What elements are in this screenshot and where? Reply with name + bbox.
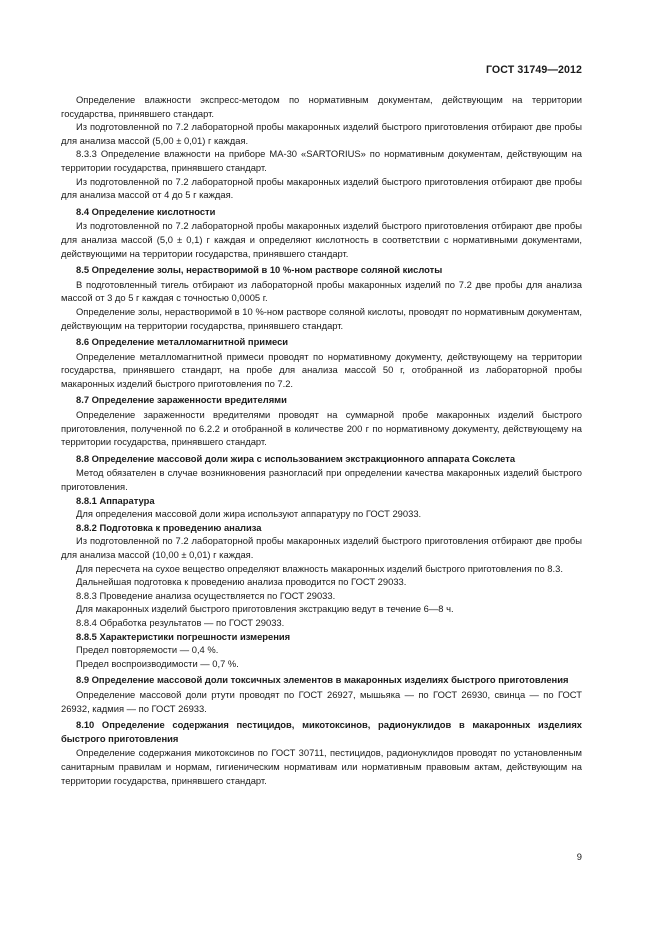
paragraph: Определение золы, нерастворимой в 10 %-ном растворе соляной кислоты, проводят по нормативным документам, действующим на территории государства, принявшего стандарт.	[61, 305, 582, 331]
paragraph: Предел повторяемости — 0,4 %.	[76, 644, 219, 656]
page-number: 9	[576, 851, 582, 862]
document-number: ГОСТ 31749—2012	[485, 64, 582, 76]
paragraph: В подготовленный тигель отбирают из лабораторной пробы макаронных изделий по 7.2 две пробы для анализа массой от 3 до 5 г каждая с точностью 0,0005 г.	[61, 278, 582, 304]
document-body	[61, 93, 582, 787]
paragraph: Определение зараженности вредителями проводят на суммарной пробе макаронных изделий быстрого приготовления, полученной по 6.2.2 и отобранной в количестве 200 г по нормативному документу, действующему на территории государства, принявшего стандарт.	[61, 409, 582, 448]
paragraph: Определение содержания микотоксинов по ГОСТ 30711, пестицидов, радионуклидов проводят по установленным санитарным правилам и нормам, гигиеническим нормативам или нормативным правовым актам, действующим на территории государства, принявшего стандарт.	[61, 747, 582, 786]
paragraph: Из подготовленной по 7.2 лабораторной пробы макаронных изделий быстрого приготовления отбирают две пробы для анализа массой (10,00 ± 0,01) г каждая.	[61, 535, 582, 560]
section-heading-8-6: 8.6 Определение металломагнитной примеси	[76, 336, 289, 348]
paragraph: Из подготовленной по 7.2 лабораторной пробы макаронных изделий быстрого приготовления отбирают две пробы для анализа массой от 4 до 5 г каждая.	[61, 175, 582, 201]
paragraph: Из подготовленной по 7.2 лабораторной пробы макаронных изделий быстрого приготовления отбирают две пробы для анализа массой (5,0 ± 0,1) г каждая и определяют кислотность в соответствии с нормативными документами, действующими на территории государства, принявшего стандарт.	[61, 220, 582, 259]
paragraph: Для макаронных изделий быстрого приготовления экстракцию ведут в течение 6—8 ч.	[76, 603, 454, 615]
paragraph: Для определения массовой доли жира используют аппаратуру по ГОСТ 29033.	[76, 508, 422, 520]
section-heading-8-9: 8.9 Определение массовой доли токсичных элементов в макаронных изделиях быстрого приготовления	[76, 674, 569, 686]
section-heading-8-5: 8.5 Определение золы, нерастворимой в 10 %-ном растворе соляной кислоты	[76, 264, 443, 276]
paragraph: Для пересчета на сухое вещество определяют влажность макаронных изделий быстрого приготовления по 8.3.	[76, 562, 563, 574]
paragraph: 8.8.3 Проведение анализа осуществляется по ГОСТ 29033.	[76, 589, 336, 601]
paragraph: Дальнейшая подготовка к проведению анализа проводится по ГОСТ 29033.	[76, 576, 407, 588]
section-heading-8-8: 8.8 Определение массовой доли жира с использованием экстракционного аппарата Сокслета	[76, 452, 516, 464]
paragraph: Метод обязателен в случае возникновения разногласий при определении качества макаронных изделий быстрого приготовления.	[61, 467, 582, 493]
subsection-heading-8-8-2: 8.8.2 Подготовка к проведению анализа	[76, 521, 262, 533]
paragraph: 8.8.4 Обработка результатов — по ГОСТ 29033.	[76, 616, 285, 628]
paragraph: Из подготовленной по 7.2 лабораторной пробы макаронных изделий быстрого приготовления отбирают две пробы для анализа массой (5,00 ± 0,01) г каждая.	[61, 121, 582, 146]
subsection-heading-8-8-1: 8.8.1 Аппаратура	[76, 494, 155, 506]
section-heading-8-10: 8.10 Определение содержания пестицидов, микотоксинов, радионуклидов в макаронных изделиях быстрого приготовления	[61, 719, 582, 744]
paragraph: Определение влажности экспресс-методом по нормативным документам, действующим на территории государства, принявшего стандарт.	[61, 94, 582, 119]
subsection-heading-8-8-5: 8.8.5 Характеристики погрешности измерения	[76, 630, 291, 642]
paragraph: Предел воспроизводимости — 0,7 %.	[76, 657, 239, 669]
paragraph: Определение металломагнитной примеси проводят по нормативному документу, действующему на территории государства, принявшего стандарт, на пробе для анализа массой 50 г, отобранной из лабораторной пробы макаронных изделий быстрого приготовления по 7.2.	[61, 350, 582, 389]
section-heading-8-4: 8.4 Определение кислотности	[76, 205, 216, 217]
paragraph: Определение массовой доли ртути проводят по ГОСТ 26927, мышьяка — по ГОСТ 26930, свинца — по ГОСТ 26932, кадмия — по ГОСТ 26933.	[61, 688, 582, 714]
paragraph: 8.3.3 Определение влажности на приборе МА-30 «SARTORIUS» по нормативным документам, действующим на территории государства, принявшего стандарт.	[61, 148, 582, 173]
section-heading-8-7: 8.7 Определение зараженности вредителями	[76, 394, 287, 406]
